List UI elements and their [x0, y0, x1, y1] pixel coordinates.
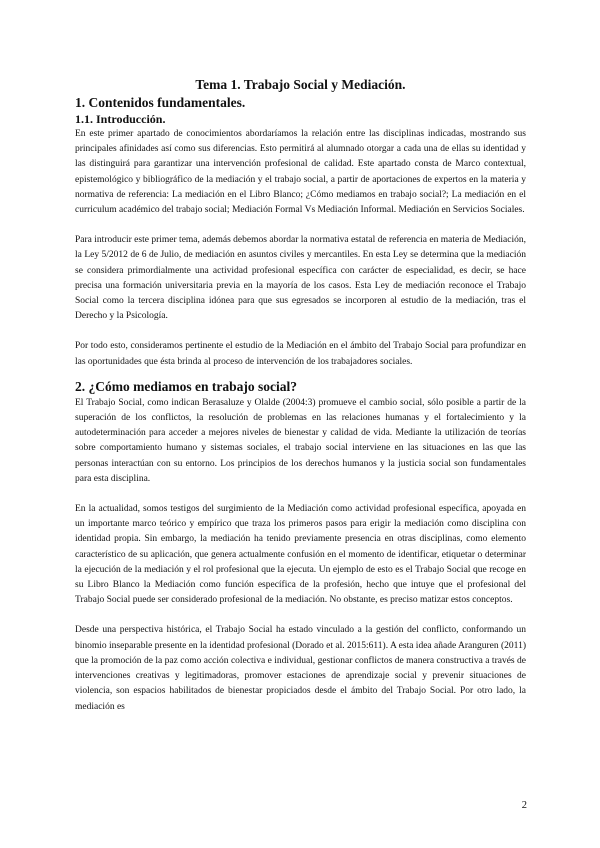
section-1-heading: 1. Contenidos fundamentales.: [75, 95, 246, 110]
section-2-paragraph-1: El Trabajo Social, como indican Berasaluze y Olalde (2004:3) promueve el cambio social, sólo posible a partir de la superación de los conflictos, la resolución de problemas en las relaciones humanas y el fortalecimiento y la autodeterminación para acceder a mejores niveles de bienestar y calidad de vida. Mediante la utilización de teorías sobre comportamiento humano y sistemas sociales, el trabajo social interviene en las situaciones en las que las personas interactúan con su entorno. Los principios de los derechos humanos y la justicia social son fundamentales para esta disciplina.: [75, 397, 526, 484]
intro-paragraph-1: En este primer apartado de conocimientos abordaríamos la relación entre las disciplinas indicadas, mostrando sus principales afinidades así como sus diferencias. Esto permitirá al alumnado otorgar a cada una de ellas su identidad y las distinguirá para garantizar una intervención profesional de calidad. Este apartado consta de Marco contextual, epistemológico y bibliográfico de la mediación y el trabajo social, a partir de aportaciones de expertos en la materia y normativa de referencia: La mediación en el Libro Blanco; ¿Cómo mediamos en trabajo social?; La mediación en el curriculum académico del trabajo social; Mediación Formal Vs Mediación Informal. Mediación en Servicios Sociales.: [75, 129, 526, 216]
intro-paragraph-2: Para introducir este primer tema, además debemos abordar la normativa estatal de referencia en materia de Mediación, la Ley 5/2012 de 6 de Julio, de mediación en asuntos civiles y mercantiles. En esta Ley se determina que la mediación se considera primordialmente una actividad profesional específica con carácter de especialidad, es decir, se hace precisa una formación universitaria previa en la mayoría de los casos. Esta Ley de mediación reconoce el Trabajo Social como la tercera disciplina idónea para que sus egresados se incorporen al estudio de la mediación, tras el Derecho y la Psicología.: [75, 235, 526, 322]
section-1-1-heading: 1.1. Introducción.: [75, 112, 166, 126]
section-2-paragraph-3: Desde una perspectiva histórica, el Trabajo Social ha estado vinculado a la gestión del conflicto, conformando un binomio inseparable presente en la identidad profesional (Dorado et al. 2015:611). A esta idea añade Aranguren (2011) que la promoción de la paz como acción colectiva e individual, gestionar conflictos de manera constructiva a través de intervenciones creativas y legitimadoras, promover estaciones de aprendizaje social y prevenir situaciones de violencia, son espacios habilitados de bienestar propiciados desde el ámbito del Trabajo Social. Por otro lado, la mediación es: [75, 625, 526, 712]
page-content: [75, 76, 526, 715]
document-title: Tema 1. Trabajo Social y Mediación.: [195, 77, 406, 92]
section-2-heading: 2. ¿Cómo mediamos en trabajo social?: [75, 378, 297, 394]
page-number: 2: [521, 800, 527, 811]
intro-paragraph-3: Por todo esto, consideramos pertinente el estudio de la Mediación en el ámbito del Trabajo Social para profundizar en las oportunidades que ésta brinda al proceso de intervención de los trabajadores sociales.: [75, 341, 526, 367]
section-2-paragraph-2: En la actualidad, somos testigos del surgimiento de la Mediación como actividad profesional específica, apoyada en un importante marco teórico y empírico que traza los primeros pasos para erigir la mediación como disciplina con identidad propia. Sin embargo, la mediación ha tenido previamente presencia en otras disciplinas, como elemento característico de su aplicación, que genera actualmente confusión en el momento de identificar, etiquetar o determinar la ejecución de la mediación y el rol profesional que la ejecuta. Un ejemplo de esto es el Trabajo Social que recoge en su Libro Blanco la Mediación como función específica de la profesión, hecho que intuye que el profesional del Trabajo Social puede ser considerado profesional de la mediación. No obstante, es preciso matizar estos conceptos.: [75, 504, 526, 606]
